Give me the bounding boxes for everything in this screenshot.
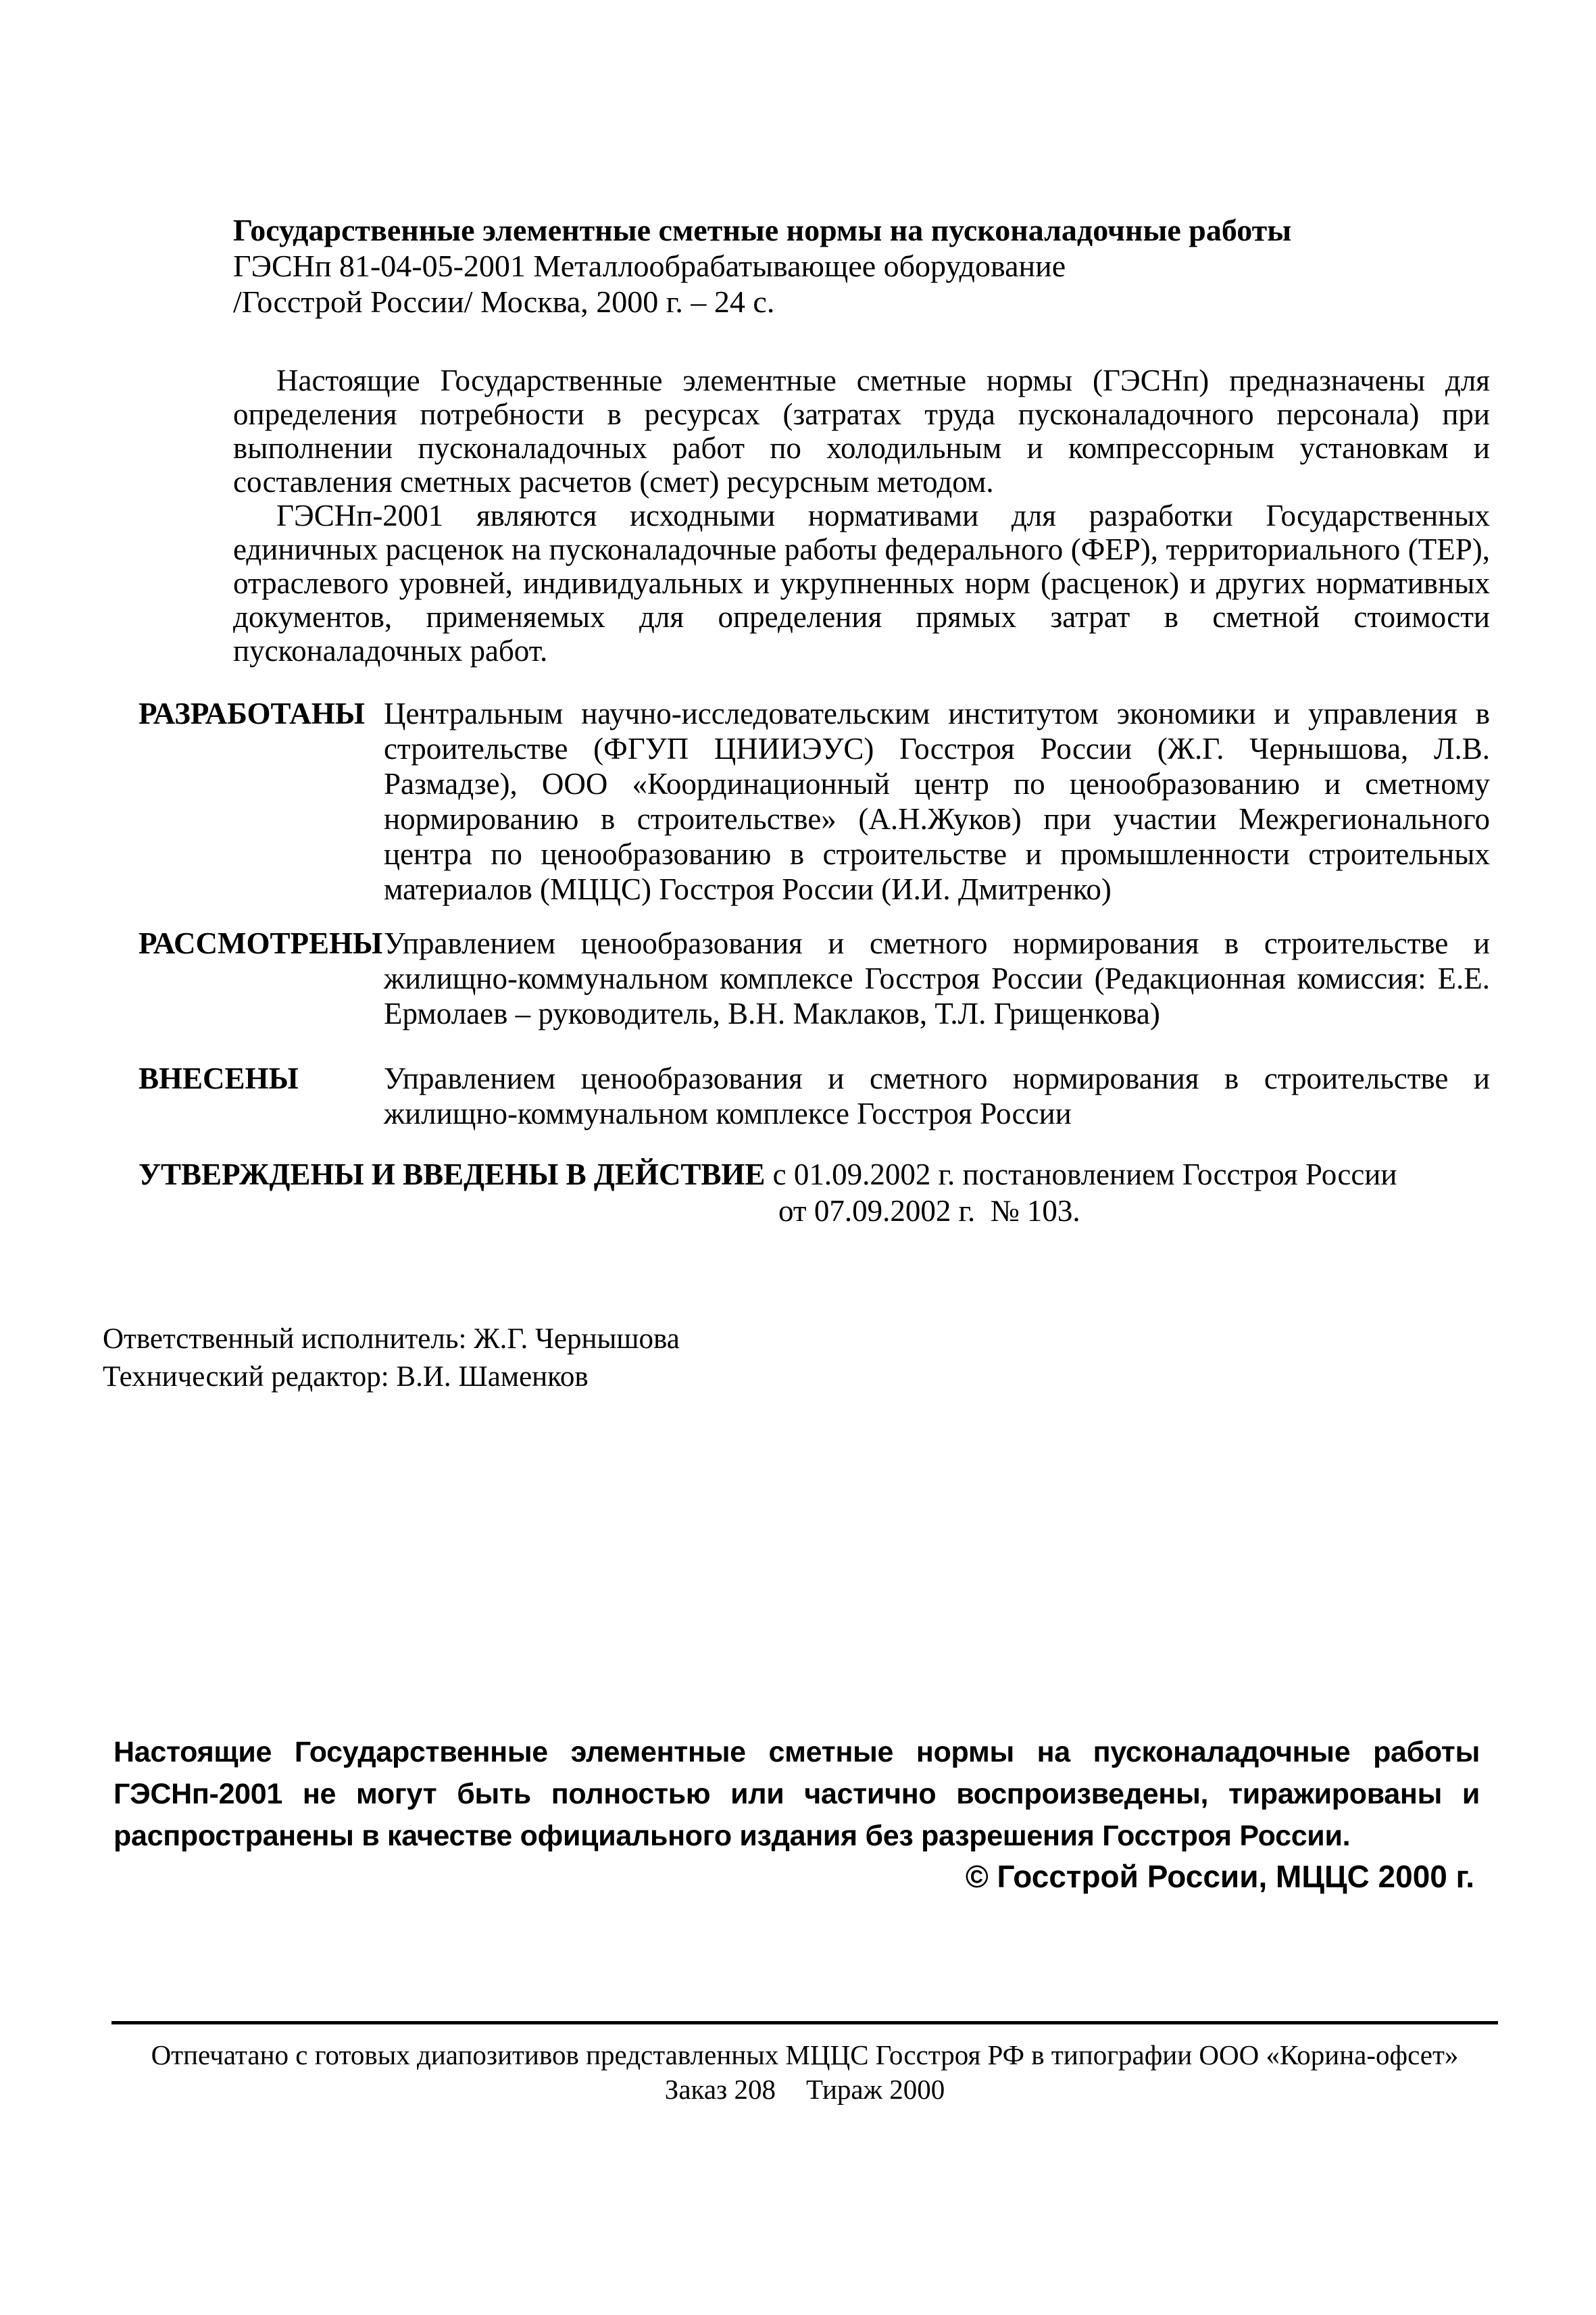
abstract	[233, 364, 1490, 668]
section-label-developed: РАЗРАБОТАНЫ	[139, 697, 365, 730]
section-text-reviewed: Управлением ценообразования и сметного нормирования в строительстве и жилищно-коммунальном комплексе Госстроя России (Редакционная комиссия: Е.Е. Ермолаев – руководитель, В.Н. Маклаков, Т.Л. Грищенкова)	[384, 926, 1490, 1030]
section-label-reviewed: РАССМОТРЕНЫ	[139, 926, 383, 960]
abstract-paragraph-2: ГЭСНп-2001 являются исходными нормативами для разработки Государственных единичных расценок на пусконаладочные работы федерального (ФЕР), территориального (ТЕР), отраслевого уровней, индивидуальных и укрупненных норм (расценок) и других нормативных документов, применяемых для определения прямых затрат в сметной стоимости пусконаладочных работ.	[233, 499, 1490, 668]
section-text-approved-line2: от 07.09.2002 г. № 103.	[778, 1194, 1080, 1228]
section-label-approved: УТВЕРЖДЕНЫ И ВВЕДЕНЫ В ДЕЙСТВИЕ	[139, 1158, 766, 1191]
printing-info-line: Отпечатано с готовых диапозитивов представленных МЦЦС Госстроя РФ в типографии ООО «Корина-офсет»	[151, 2039, 1459, 2070]
section-text-developed: Центральным научно-исследовательским институтом экономики и управления в строительстве (ФГУП ЦНИИЭУС) Госстроя России (Ж.Г. Чернышова, Л.В. Размадзе), ООО «Координационный центр по ценообразованию и сметному нормированию в строительстве» (А.Н.Жуков) при участии Межрегионального центра по ценообразованию в строительстве и промышленности строительных материалов (МЦЦС) Госстроя России (И.И. Дмитренко)	[384, 697, 1490, 906]
imprint-line: /Госстрой России/ Москва, 2000 г. – 24 с.	[233, 284, 775, 319]
copyright-line: © Госстрой России, МЦЦС 2000 г.	[965, 1859, 1474, 1894]
section-label-submitted: ВНЕСЕНЫ	[139, 1062, 299, 1095]
document-code: ГЭСНп 81-04-05-2001 Металлообрабатывающее оборудование	[233, 249, 1066, 283]
bibliographic-header	[233, 212, 1436, 320]
document-title: Государственные элементные сметные нормы на пусконаладочные работы	[233, 213, 1292, 247]
restriction-notice: Настоящие Государственные элементные сметные нормы на пусконаладочные работы ГЭСНп-2001 не могут быть полностью или частично воспроизведены, тиражированы и распространены в качестве официального издания без разрешения Госстроя России.	[114, 1736, 1480, 1852]
section-text-submitted: Управлением ценообразования и сметного нормирования в строительстве и жилищно-коммунальном комплексе Госстроя России	[384, 1062, 1490, 1130]
abstract-paragraph-1: Настоящие Государственные элементные сметные нормы (ГЭСНп) предназначены для определения потребности в ресурсах (затратах труда пусконаладочного персонала) при выполнении пусконаладочных работ по холодильным и компрессорным установкам и составления сметных расчетов (смет) ресурсным методом.	[233, 364, 1490, 499]
responsible-executor-line: Ответственный исполнитель: Ж.Г. Чернышова	[103, 1323, 680, 1355]
order-print-run-line	[111, 2072, 1498, 2107]
staff-block	[103, 1320, 680, 1396]
order-number: Заказ 208	[664, 2074, 776, 2105]
footer-divider	[111, 2021, 1498, 2024]
print-run: Тираж 2000	[805, 2074, 945, 2105]
printing-footer	[111, 2038, 1498, 2107]
technical-editor-line: Технический редактор: В.И. Шаменков	[103, 1361, 589, 1393]
section-approved	[139, 1157, 1530, 1192]
section-text-approved-line1: с 01.09.2002 г. постановлением Госстроя России	[772, 1158, 1397, 1191]
